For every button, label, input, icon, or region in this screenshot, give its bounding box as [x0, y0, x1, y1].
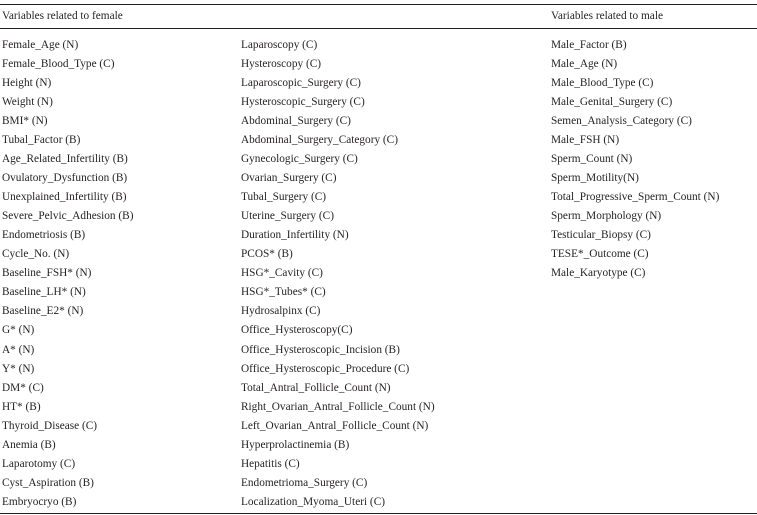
table-cell: Localization_Myoma_Uteri (C) [241, 495, 385, 508]
table-cell: Sperm_Count (N) [551, 153, 633, 166]
table-cell: Semen_Analysis_Category (C) [551, 115, 692, 128]
table-cell: DM* (C) [2, 381, 44, 394]
table-cell: Endometrioma_Surgery (C) [241, 476, 368, 489]
table-cell: BMI* (N) [2, 115, 48, 128]
table-cell: Hepatitis (C) [241, 457, 300, 470]
table-cell: Laparoscopy (C) [241, 39, 318, 51]
table-cell: Sperm_Motility(N) [551, 172, 639, 185]
table-cell: Cyst_Aspiration (B) [2, 476, 94, 489]
table-cell: Left_Ovarian_Antral_Follicle_Count (N) [241, 419, 429, 432]
table-cell: Female_Age (N) [2, 39, 79, 51]
female-column-1 [2, 36, 133, 512]
table-cell: Total_Progressive_Sperm_Count (N) [551, 191, 720, 204]
table-cell: Severe_Pelvic_Adhesion (B) [2, 210, 134, 223]
header-male: Variables related to male [551, 10, 663, 22]
table-cell: Thyroid_Disease (C) [2, 419, 98, 432]
table-cell: Office_Hysteroscopic_Incision (B) [241, 343, 400, 356]
table-cell: Hysteroscopy (C) [241, 58, 322, 71]
table-cell: Height (N) [2, 77, 52, 90]
table-cell: Anemia (B) [2, 438, 56, 451]
table-cell: Embryocryo (B) [2, 495, 77, 508]
table-cell: Right_Ovarian_Antral_Follicle_Count (N) [241, 400, 435, 413]
table-cell: PCOS* (B) [241, 248, 293, 261]
male-column [551, 36, 719, 283]
table-cell: Male_Blood_Type (C) [551, 77, 654, 90]
table-cell: Baseline_E2* (N) [2, 305, 84, 318]
table-cell: Total_Antral_Follicle_Count (N) [241, 381, 391, 394]
table-cell: HSG*_Cavity (C) [241, 267, 323, 280]
table-cell: Sperm_Morphology (N) [551, 210, 662, 223]
table-cell: Gynecologic_Surgery (C) [241, 153, 358, 166]
table-cell: Male_Genital_Surgery (C) [551, 96, 673, 109]
table-cell: Age_Related_Infertility (B) [2, 153, 128, 166]
table-cell: Baseline_LH* (N) [2, 286, 86, 299]
table-cell: Ovarian_Surgery (C) [241, 172, 337, 185]
table-cell: HT* (B) [2, 400, 41, 413]
table-cell: Male_FSH (N) [551, 134, 620, 147]
table-cell: Duration_Infertility (N) [241, 229, 349, 242]
table-cell: Laparotomy (C) [2, 457, 76, 470]
female-column-2 [241, 36, 435, 512]
table-cell: Hysteroscopic_Surgery (C) [241, 96, 365, 109]
table-cell: Ovulatory_Dysfunction (B) [2, 172, 128, 185]
header-rule [0, 28, 757, 29]
table-cell: Unexplained_Infertility (B) [2, 191, 127, 204]
table-cell: Y* (N) [2, 362, 35, 375]
bottom-rule [0, 513, 757, 514]
table-cell: Male_Karyotype (C) [551, 267, 646, 280]
table-cell: Female_Blood_Type (C) [2, 58, 115, 71]
top-rule [0, 4, 757, 5]
table-cell: Male_Age (N) [551, 58, 618, 71]
table-cell: G* (N) [2, 324, 35, 337]
table-cell: Abdominal_Surgery_Category (C) [241, 134, 398, 147]
table-cell: HSG*_Tubes* (C) [241, 286, 326, 299]
table-cell: Male_Factor (B) [551, 39, 627, 51]
header-female: Variables related to female [2, 10, 123, 22]
table-cell: Office_Hysteroscopy(C) [241, 324, 353, 337]
table-cell: Laparoscopic_Surgery (C) [241, 77, 361, 90]
table-cell: Weight (N) [2, 96, 53, 109]
table-cell: Hydrosalpinx (C) [241, 305, 321, 318]
table-cell: A* (N) [2, 343, 35, 356]
table-cell: Tubal_Factor (B) [2, 134, 81, 147]
table-cell: Testicular_Biopsy (C) [551, 229, 651, 242]
table-cell: TESE*_Outcome (C) [551, 248, 649, 261]
table-cell: Office_Hysteroscopic_Procedure (C) [241, 362, 410, 375]
table-cell: Cycle_No. (N) [2, 248, 70, 261]
table-cell: Endometriosis (B) [2, 229, 86, 242]
table-cell: Tubal_Surgery (C) [241, 191, 327, 204]
table-cell: Uterine_Surgery (C) [241, 210, 334, 223]
table-cell: Abdominal_Surgery (C) [241, 115, 351, 128]
table-cell: Hyperprolactinemia (B) [241, 438, 350, 451]
table-cell: Baseline_FSH* (N) [2, 267, 92, 280]
